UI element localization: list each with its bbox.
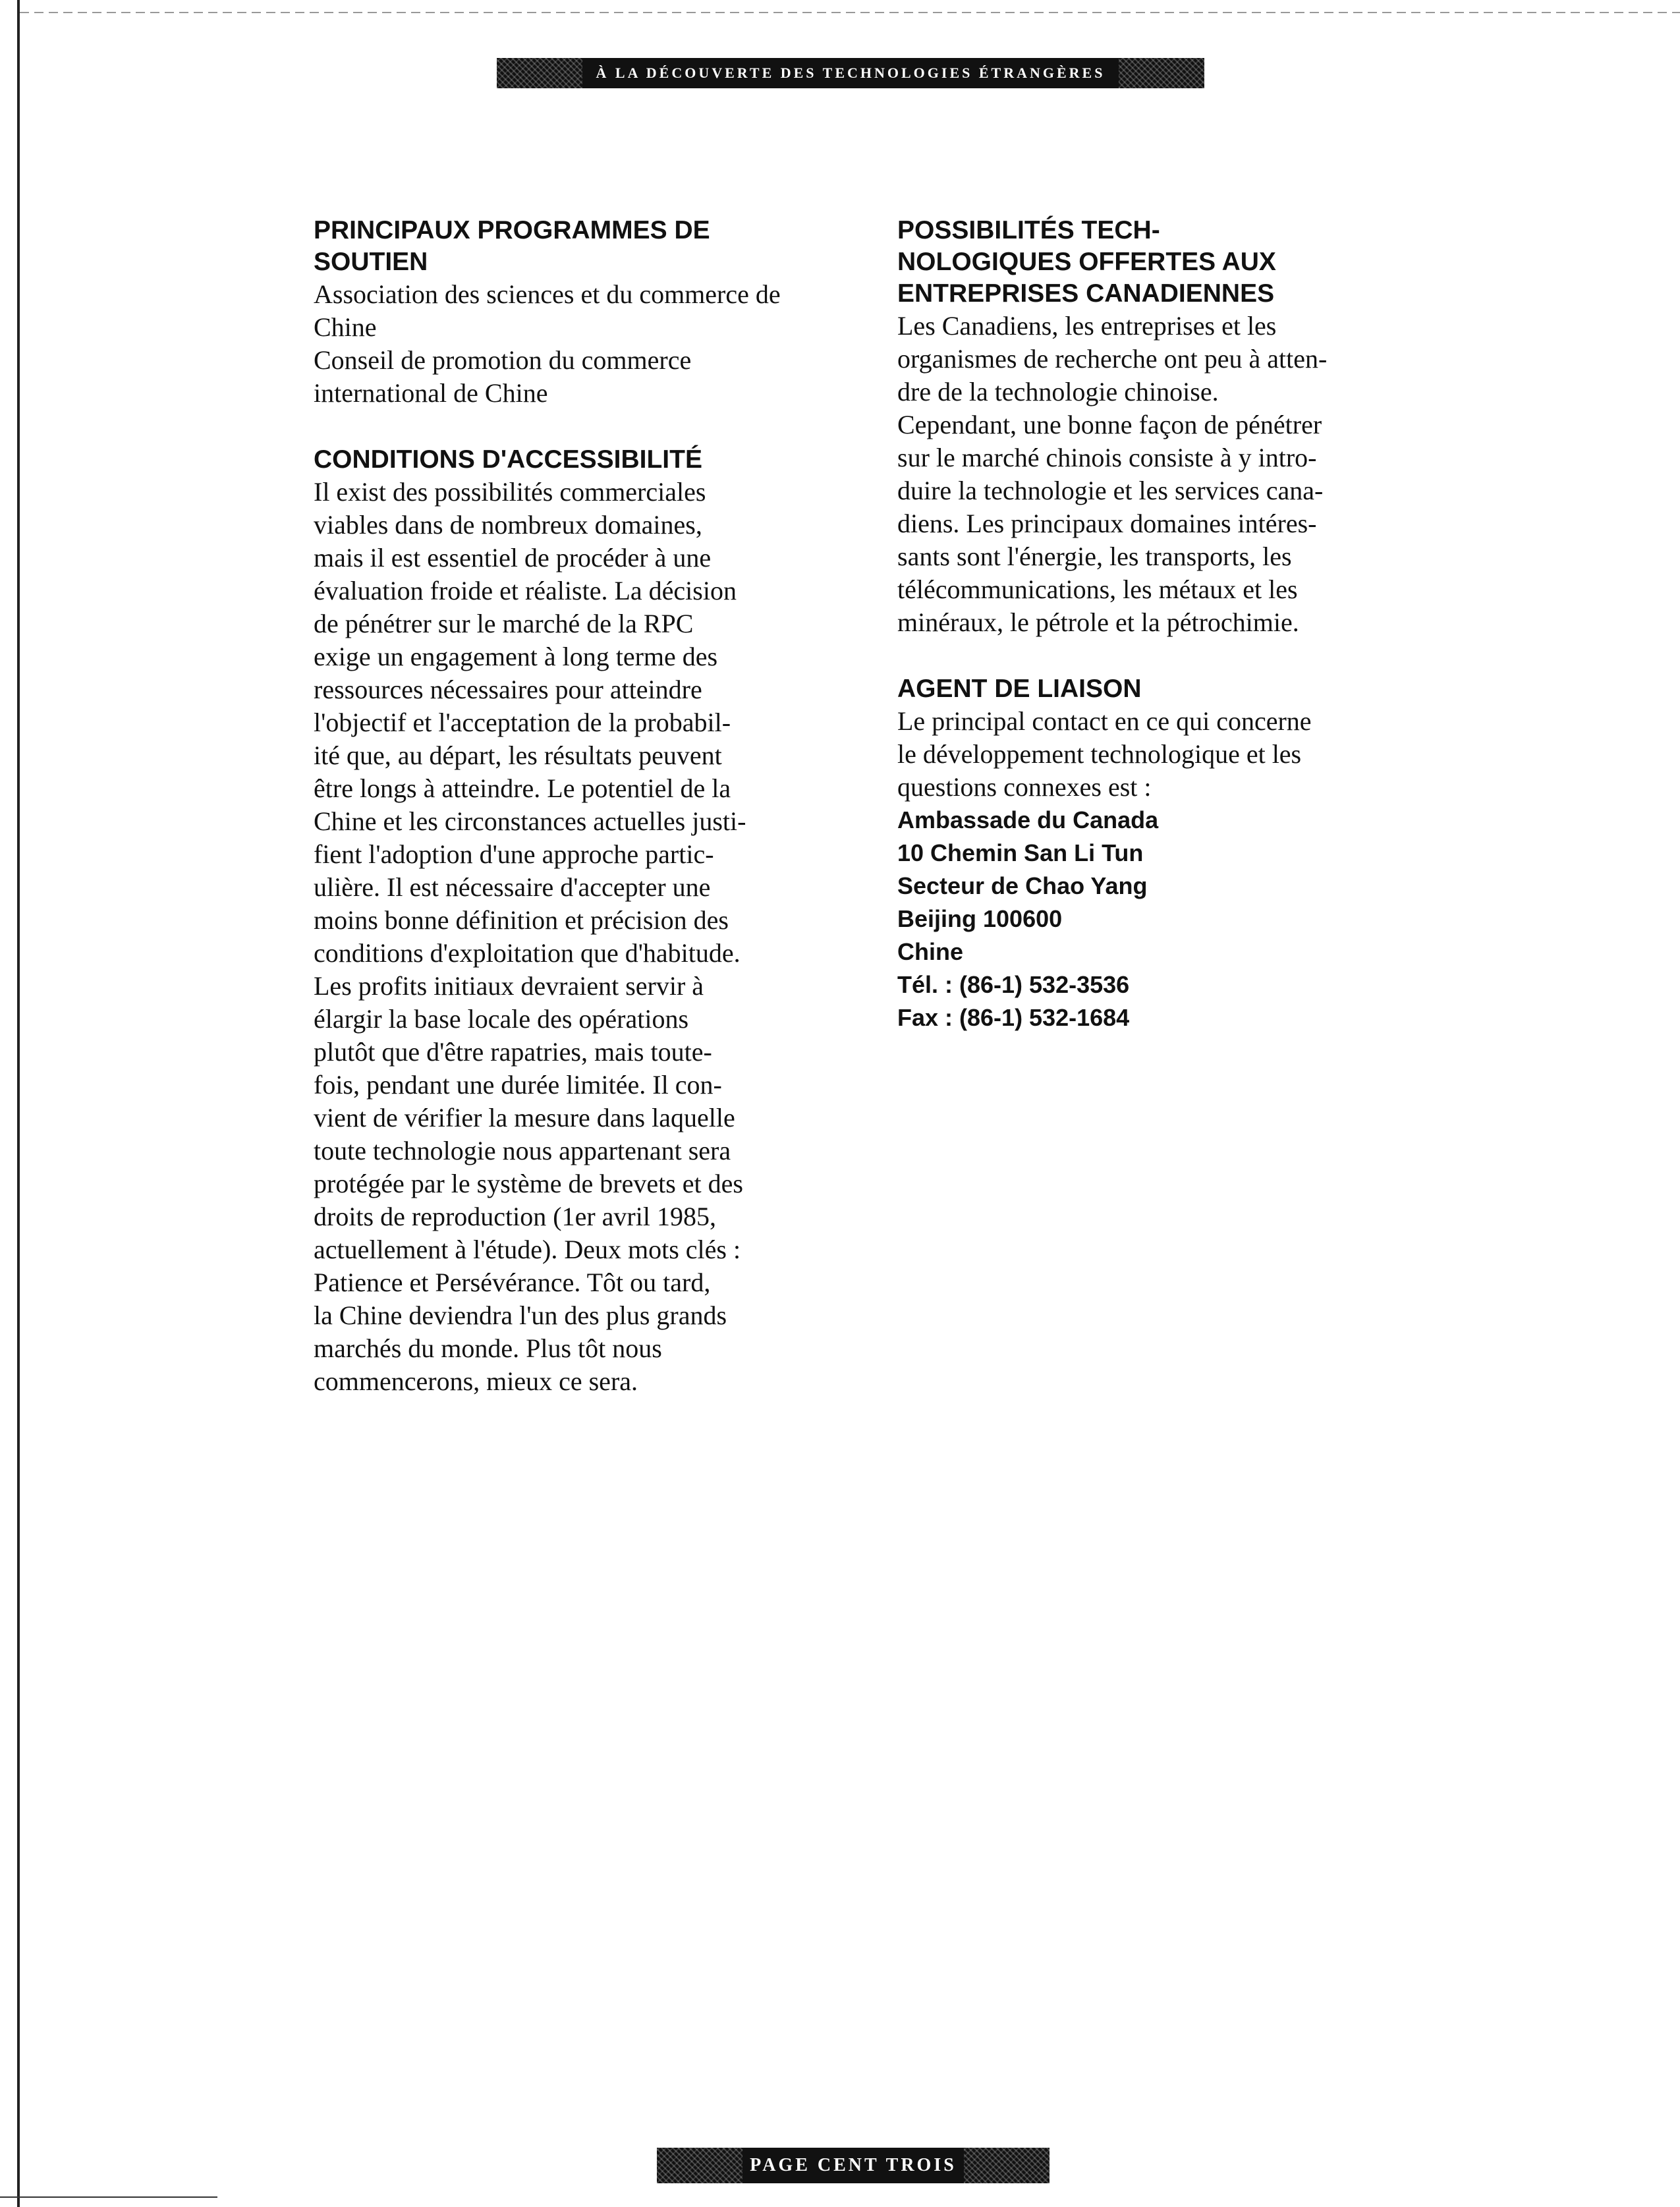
section-heading-tech-opportunities <box>897 215 1411 310</box>
address-line: 10 Chemin San Li Tun <box>897 839 1144 866</box>
text-line: commencerons, mieux ce sera. <box>314 1366 638 1396</box>
tech-opportunities-paragraph <box>897 310 1411 639</box>
heading-line: NOLOGIQUES OFFERTES AUX <box>897 248 1276 276</box>
heading-line: ENTREPRISES CANADIENNES <box>897 279 1275 308</box>
support-program-item: Association des sciences et du commerce de Chine <box>314 279 781 342</box>
text-line: le développement technologique et les <box>897 739 1302 769</box>
text-line: duire la technologie et les services cana- <box>897 476 1324 505</box>
text-line: de pénétrer sur le marché de la RPC <box>314 609 694 638</box>
text-line: Le principal contact en ce qui concerne <box>897 706 1312 736</box>
running-header-banner <box>497 58 1204 88</box>
text-line: évaluation froide et réaliste. La décision <box>314 576 737 605</box>
running-header-text: À LA DÉCOUVERTE DES TECHNOLOGIES ÉTRANGÈRES <box>596 65 1106 81</box>
page-number-text: PAGE CENT TROIS <box>750 2155 957 2175</box>
address-line: Beijing 100600 <box>897 905 1063 932</box>
address-line: Chine <box>897 938 964 965</box>
text-line: Patience et Persévérance. Tôt ou tard, <box>314 1268 711 1297</box>
text-line: sants sont l'énergie, les transports, les <box>897 542 1292 571</box>
text-line: conditions d'exploitation que d'habitude. <box>314 938 741 968</box>
text-line: plutôt que d'être rapatries, mais toute- <box>314 1037 712 1067</box>
text-line: dre de la technologie chinoise. <box>897 377 1219 406</box>
section-heading-support-programs: PRINCIPAUX PROGRAMMES DE SOUTIEN <box>314 216 710 276</box>
text-line: Il exist des possibilités commerciales <box>314 477 706 507</box>
heading-line: POSSIBILITÉS TECH- <box>897 216 1160 244</box>
address-line: Secteur de Chao Yang <box>897 872 1148 899</box>
page-number-banner <box>657 2148 1050 2183</box>
text-line: droits de reproduction (1er avril 1985, <box>314 1202 716 1231</box>
accessibility-paragraph <box>314 476 814 1398</box>
text-line: télécommunications, les métaux et les <box>897 574 1298 604</box>
section-heading-accessibility: CONDITIONS D'ACCESSIBILITÉ <box>314 445 702 474</box>
text-line: questions connexes est : <box>897 772 1152 802</box>
text-line: ressources nécessaires pour atteindre <box>314 675 702 704</box>
scan-bottom-edge <box>0 2196 217 2198</box>
text-line: diens. Les principaux domaines intéres- <box>897 509 1317 538</box>
section-heading-liaison-agent: AGENT DE LIAISON <box>897 675 1142 703</box>
text-line: sur le marché chinois consiste à y intro- <box>897 443 1317 472</box>
text-line: viables dans de nombreux domaines, <box>314 510 702 540</box>
text-line: toute technologie nous appartenant sera <box>314 1136 731 1165</box>
text-line: protégée par le système de brevets et des <box>314 1169 743 1198</box>
liaison-paragraph <box>897 705 1411 804</box>
text-line: la Chine deviendra l'un des plus grands <box>314 1300 727 1330</box>
text-line: actuellement à l'étude). Deux mots clés : <box>314 1235 741 1264</box>
left-column <box>314 215 814 1398</box>
text-line: moins bonne définition et précision des <box>314 905 729 935</box>
text-line: Cependant, une bonne façon de pénétrer <box>897 410 1322 439</box>
text-line: l'objectif et l'acceptation de la probabil- <box>314 708 731 737</box>
text-line: mais il est essentiel de procéder à une <box>314 543 712 573</box>
scan-top-edge <box>20 12 1680 13</box>
embassy-address <box>897 804 1411 1034</box>
text-line: ité que, au départ, les résultats peuvent <box>314 740 722 770</box>
text-line: minéraux, le pétrole et la pétrochimie. <box>897 607 1299 637</box>
text-line: ulière. Il est nécessaire d'accepter une <box>314 872 711 902</box>
address-line: Ambassade du Canada <box>897 806 1159 833</box>
text-line: élargir la base locale des opérations <box>314 1004 689 1034</box>
support-program-item: Conseil de promotion du commerce international de Chine <box>314 345 692 408</box>
phone-line: Tél. : (86-1) 532-3536 <box>897 971 1130 998</box>
text-line: marchés du monde. Plus tôt nous <box>314 1333 662 1363</box>
text-line: fient l'adoption d'une approche partic- <box>314 839 714 869</box>
right-column <box>897 215 1411 1034</box>
text-line: Les profits initiaux devraient servir à <box>314 971 704 1001</box>
text-line: Chine et les circonstances actuelles justi- <box>314 806 746 836</box>
fax-line: Fax : (86-1) 532-1684 <box>897 1004 1130 1031</box>
text-line: vient de vérifier la mesure dans laquelle <box>314 1103 735 1132</box>
text-line: exige un engagement à long terme des <box>314 642 718 671</box>
text-line: être longs à atteindre. Le potentiel de la <box>314 773 731 803</box>
text-line: organismes de recherche ont peu à atten- <box>897 344 1328 374</box>
scan-left-edge <box>17 0 20 2207</box>
text-line: Les Canadiens, les entreprises et les <box>897 311 1277 341</box>
text-line: fois, pendant une durée limitée. Il con- <box>314 1070 722 1100</box>
